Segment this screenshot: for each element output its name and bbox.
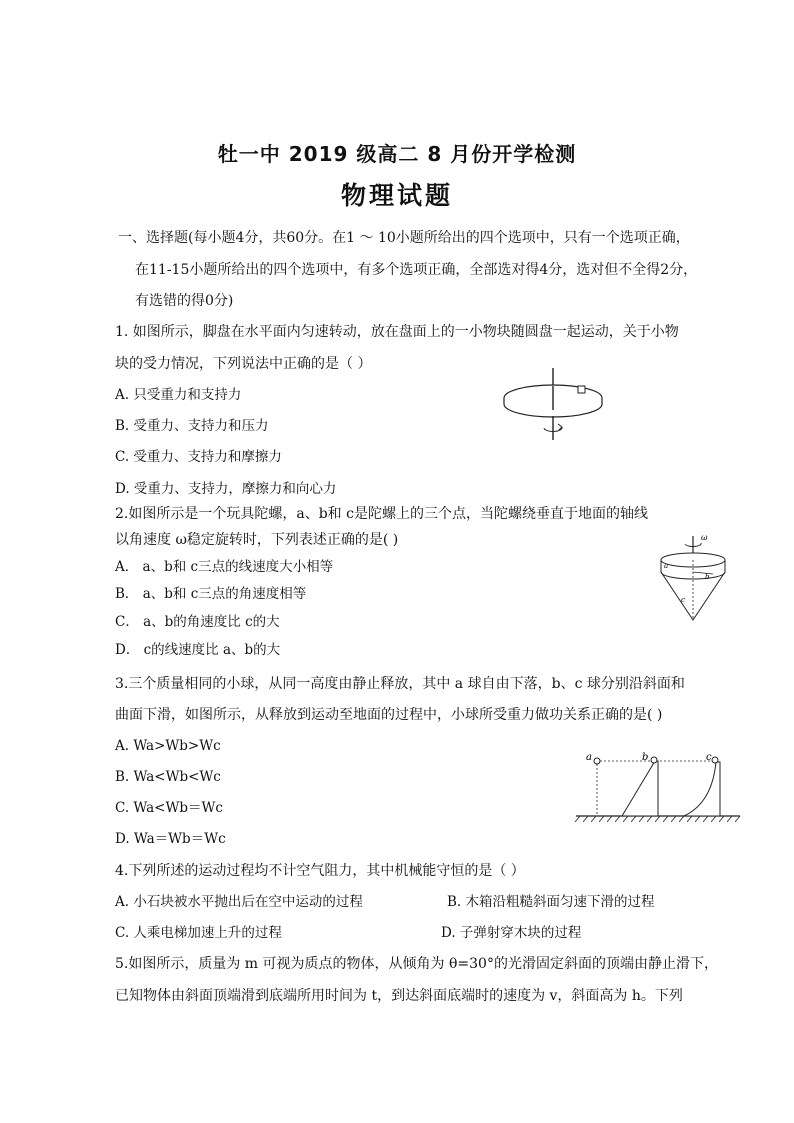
q3-ball-b-label: b bbox=[642, 752, 649, 763]
q1-rotating-disk-figure bbox=[500, 364, 610, 444]
q4-option-d: D. 子弹射穿木块的过程 bbox=[441, 925, 582, 941]
exam-title: 牡一中 2019 级高二 8 月份开学检测 bbox=[217, 142, 577, 166]
q3-stem-line2: 曲面下滑，如图所示，从释放到运动至地面的过程中，小球所受重力做功关系正确的是( ) bbox=[115, 707, 663, 723]
q3-option-c: C. Wa<Wb＝Wc bbox=[115, 800, 223, 816]
q2-stem-line1: 2.如图所示是一个玩具陀螺，a、b和 c是陀螺上的三个点，当陀螺绕垂直于地面的轴线 bbox=[115, 506, 648, 522]
q3-ball-c-label: c bbox=[706, 752, 712, 763]
q4-option-b: B. 木箱沿粗糙斜面匀速下滑的过程 bbox=[447, 894, 655, 910]
q2-point-b-label: b bbox=[705, 573, 710, 581]
q2-omega-label: ω bbox=[701, 533, 708, 542]
q4-option-c: C. 人乘电梯加速上升的过程 bbox=[115, 925, 282, 941]
q3-stem-line1: 3.三个质量相同的小球，从同一高度由静止释放，其中 a 球自由下落，b、c 球分别沿斜面和 bbox=[115, 676, 685, 692]
section-heading-line1: 一、选择题(每小题4分，共60分。在1 ～ 10小题所给出的四个选项中，只有一个选项正确， bbox=[118, 230, 690, 246]
subject-title: 物理试题 bbox=[340, 181, 453, 210]
q3-option-b: B. Wa<Wb<Wc bbox=[115, 769, 221, 785]
q3-three-balls-figure bbox=[572, 748, 742, 824]
q2-point-a-label: a bbox=[664, 562, 669, 570]
q2-stem-line2: 以角速度 ω稳定旋转时，下列表述正确的是( ) bbox=[115, 532, 399, 548]
q1-option-c: C. 受重力、支持力和摩擦力 bbox=[115, 449, 282, 465]
q2-option-a: A． a、b和 c三点的线速度大小相等 bbox=[115, 559, 334, 575]
q2-point-c-label: c bbox=[681, 596, 685, 604]
section-heading-line3: 有选错的得0分) bbox=[135, 293, 234, 309]
q2-spinning-top-figure bbox=[655, 530, 735, 625]
q1-option-a: A. 只受重力和支持力 bbox=[115, 387, 242, 403]
q4-option-a: A. 小石块被水平抛出后在空中运动的过程 bbox=[115, 894, 363, 910]
q2-option-c: C． a、b的角速度比 c的大 bbox=[115, 614, 280, 630]
q1-option-b: B. 受重力、支持力和压力 bbox=[115, 418, 269, 434]
q5-stem-line1: 5.如图所示，质量为 m 可视为质点的物体，从倾角为 θ=30°的光滑固定斜面的顶端由静止滑下， bbox=[115, 956, 718, 972]
q1-stem-line2: 块的受力情况，下列说法中正确的是（ ） bbox=[115, 356, 372, 372]
section-heading-line2: 在11-15小题所给出的四个选项中，有多个选项正确，全部选对得4分，选对但不全得2分， bbox=[135, 262, 698, 278]
q3-option-a: A. Wa>Wb>Wc bbox=[115, 738, 221, 754]
q4-stem: 4.下列所述的运动过程均不计空气阻力，其中机械能守恒的是（ ） bbox=[115, 863, 525, 879]
q1-option-d: D. 受重力、支持力，摩擦力和向心力 bbox=[115, 481, 337, 497]
q2-option-d: D． c的线速度比 a、b的大 bbox=[115, 642, 281, 658]
q1-stem-line1: 1. 如图所示，脚盘在水平面内匀速转动，放在盘面上的一小物块随圆盘一起运动，关于小物 bbox=[115, 324, 679, 340]
q2-option-b: B． a、b和 c三点的角速度相等 bbox=[115, 586, 307, 602]
q5-stem-line2: 已知物体由斜面顶端滑到底端所用时间为 t，到达斜面底端时的速度为 v，斜面高为 h。下列 bbox=[115, 988, 683, 1004]
q3-ball-a-label: a bbox=[586, 752, 592, 763]
q3-option-d: D. Wa＝Wb＝Wc bbox=[115, 831, 226, 847]
